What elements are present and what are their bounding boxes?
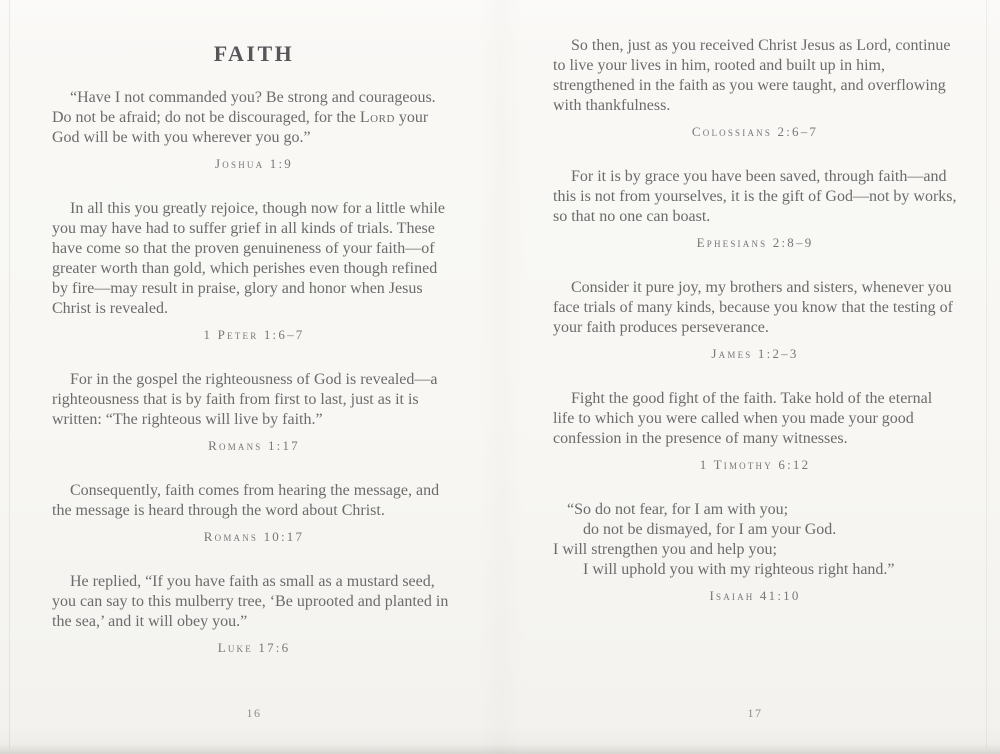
right-page xyxy=(553,36,957,606)
verse-text: He replied, “If you have faith as small as a mustard seed, you can say to this mulberry tree, ‘Be uprooted and planted in the sea,’ and it will obey you.” xyxy=(52,573,449,630)
verse-block-ephesians xyxy=(553,167,957,253)
poem-line: “So do not fear, for I am with you; xyxy=(567,501,789,518)
verse-reference: Ephesians 2:8–9 xyxy=(696,235,814,250)
verse-text-segment: “Have I not commanded you? Be strong and courageous. Do not be afraid; do not be discouraged, for the xyxy=(52,89,436,126)
verse-reference: 1 Peter 1:6–7 xyxy=(203,327,305,342)
verse-block-1timothy xyxy=(553,389,957,475)
verse-reference: Joshua 1:9 xyxy=(215,156,293,171)
lord-smallcaps: Lord xyxy=(359,109,395,126)
poem-line: do not be dismayed, for I am your God. xyxy=(583,521,837,538)
left-page xyxy=(52,42,456,658)
page-edge-bottom-shadow xyxy=(0,744,1000,754)
verse-reference: Romans 1:17 xyxy=(208,438,300,453)
page-number-left: 16 xyxy=(246,706,262,720)
gutter-shadow xyxy=(478,0,524,754)
verse-block-romans-10-17 xyxy=(52,481,456,547)
verse-block-luke xyxy=(52,572,456,658)
verse-text: So then, just as you received Christ Jesus as Lord, continue to live your lives in him, rooted and built up in him, strengthened in the faith as you were taught, and overflowing with thankfulness. xyxy=(553,37,951,114)
verse-reference: James 1:2–3 xyxy=(711,346,799,361)
poem-line: I will strengthen you and help you; xyxy=(553,541,777,558)
poem-verse xyxy=(553,500,957,580)
verse-block-colossians xyxy=(553,36,957,142)
verse-block-joshua xyxy=(52,88,456,174)
verse-text: Consequently, faith comes from hearing the message, and the message is heard through the word about Christ. xyxy=(52,482,440,519)
verse-text: For in the gospel the righteousness of God is revealed—a righteousness that is by faith from first to last, just as it is written: “The righteous will live by faith.” xyxy=(52,371,438,428)
verse-block-1peter xyxy=(52,199,456,345)
chapter-title: FAITH xyxy=(213,41,295,66)
verse-text: Consider it pure joy, my brothers and sisters, whenever you face trials of many kinds, because you know that the testing of your faith produces perseverance. xyxy=(553,279,953,336)
verse-reference: Isaiah 41:10 xyxy=(709,588,801,603)
verse-text: In all this you greatly rejoice, though now for a little while you may have had to suffer grief in all kinds of trials. These have come so that the proven genuineness of your faith—of greater worth than gold, which perishes even though refined by fire—may result in praise, glory and honor when Jesus Christ is revealed. xyxy=(52,200,446,317)
verse-block-james xyxy=(553,278,957,364)
verse-text xyxy=(52,88,456,148)
verse-text: Fight the good fight of the faith. Take hold of the eternal life to which you were called when you made your good confession in the presence of many witnesses. xyxy=(553,390,933,447)
poem-line: I will uphold you with my righteous right hand.” xyxy=(583,561,895,578)
verse-text-segment: your God will be with you wherever you go.” xyxy=(52,109,429,146)
verse-reference: 1 Timothy 6:12 xyxy=(699,457,811,472)
page-number-right: 17 xyxy=(747,706,763,720)
verse-text: For it is by grace you have been saved, through faith—and this is not from yourselves, it is the gift of God—not by works, so that no one can boast. xyxy=(553,168,957,225)
verse-block-isaiah xyxy=(553,500,957,606)
verse-reference: Romans 10:17 xyxy=(203,529,305,544)
verse-reference: Luke 17:6 xyxy=(217,640,291,655)
verse-reference: Colossians 2:6–7 xyxy=(691,124,819,139)
verse-block-romans-1-17 xyxy=(52,370,456,456)
page-edge-right xyxy=(986,0,987,748)
page-edge-left xyxy=(9,0,10,748)
